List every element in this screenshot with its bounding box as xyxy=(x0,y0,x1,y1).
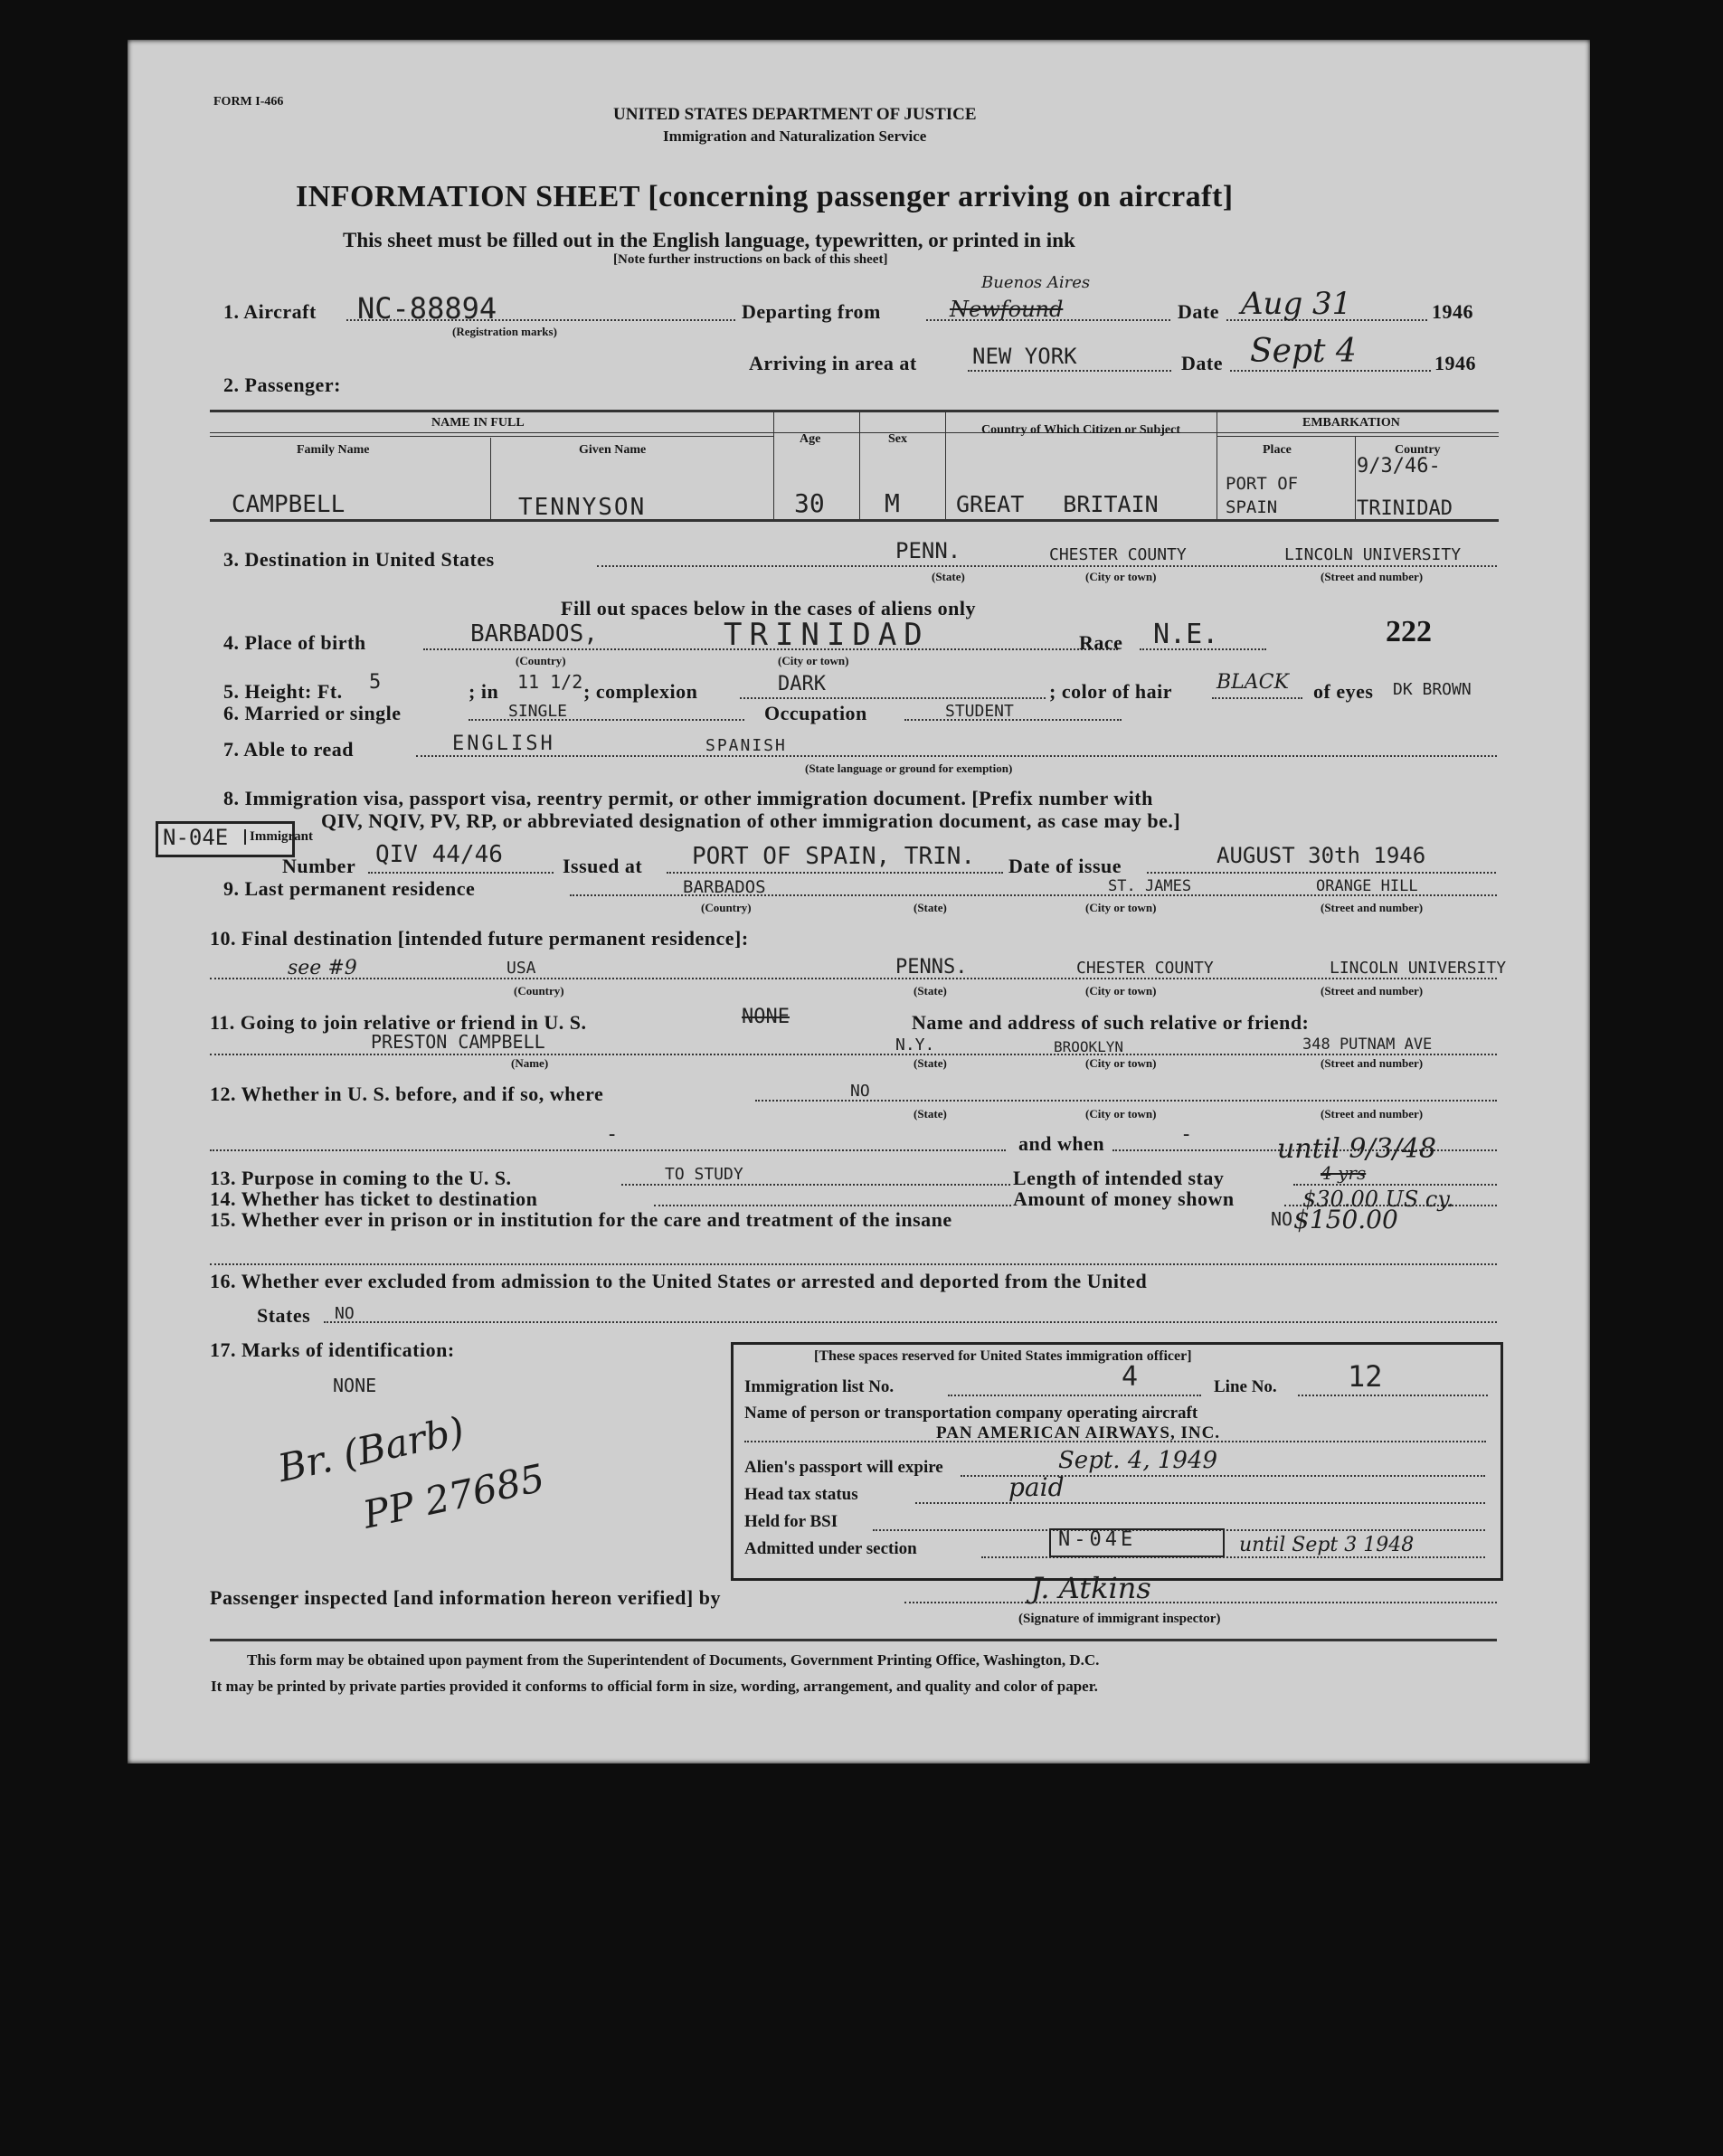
q10-cap-street: (Street and number) xyxy=(1321,984,1424,998)
q11-cap-state: (State) xyxy=(914,1056,947,1070)
q12-cap-street: (Street and number) xyxy=(1321,1107,1424,1121)
q4-cap-city: (City or town) xyxy=(778,654,849,667)
read-value-2: SPANISH xyxy=(705,736,787,755)
form-number: FORM I-466 xyxy=(213,95,284,109)
departing-struck: Newfound xyxy=(950,297,1064,322)
arriving-value: NEW YORK xyxy=(972,344,1077,369)
final-country: USA xyxy=(506,959,536,978)
q10-cap-city: (City or town) xyxy=(1085,984,1157,998)
th-citizen: Country of Which Citizen or Subject xyxy=(981,423,1180,437)
and-when-label: and when xyxy=(1018,1132,1105,1155)
th-age: Age xyxy=(800,432,821,446)
date-label-2: Date xyxy=(1181,352,1223,374)
page-title: INFORMATION SHEET [concerning passenger arriving on aircraft] xyxy=(296,180,1234,213)
q9-cap-country: (Country) xyxy=(701,901,752,914)
tax-value: paid xyxy=(1008,1472,1065,1502)
arriving-label: Arriving in area at xyxy=(749,352,917,374)
join-struck: NONE xyxy=(742,1006,790,1028)
th-family-name: Family Name xyxy=(297,443,370,457)
visa-number: QIV 44/46 xyxy=(375,841,503,868)
hair-value: BLACK xyxy=(1217,671,1289,694)
bsi-label: Held for BSI xyxy=(744,1512,838,1531)
complexion-label: ; complexion xyxy=(583,680,698,703)
in-label: ; in xyxy=(469,680,499,703)
reg-caption: (Registration marks) xyxy=(452,325,557,338)
number-label: Number xyxy=(282,855,356,877)
relative-label: Name and address of such relative or friend: xyxy=(912,1011,1310,1034)
inspector-signature: J. Atkins xyxy=(1031,1571,1151,1605)
final-street: LINCOLN UNIVERSITY xyxy=(1330,959,1507,978)
marks-note-1: Br. (Barb) xyxy=(274,1407,469,1491)
final-city: CHESTER COUNTY xyxy=(1076,959,1214,978)
dest-state: PENN. xyxy=(895,538,961,563)
arrive-date: Sept 4 xyxy=(1250,333,1357,370)
depart-year: 1946 xyxy=(1432,300,1473,323)
q3-cap-state: (State) xyxy=(932,570,965,583)
citizen-value: GREAT BRITAIN xyxy=(956,491,1159,517)
q10-cap-country: (Country) xyxy=(514,984,564,998)
relative-state: N.Y. xyxy=(895,1035,935,1054)
sex-value: M xyxy=(885,488,900,518)
q9-label: 9. Last permanent residence xyxy=(223,877,476,900)
issue-date-value: AUGUST 30th 1946 xyxy=(1217,843,1426,868)
passport-value: Sept. 4, 1949 xyxy=(1058,1447,1218,1474)
complexion-value: DARK xyxy=(778,673,826,695)
q12-cap-city: (City or town) xyxy=(1085,1107,1157,1121)
eyes-label: of eyes xyxy=(1313,680,1374,703)
note-text: [Note further instructions on back of this sheet] xyxy=(613,252,888,267)
operator-value: PAN AMERICAN AIRWAYS, INC. xyxy=(936,1423,1221,1442)
marks-value: NONE xyxy=(333,1375,377,1396)
final-state: PENNS. xyxy=(895,956,968,979)
height-in: 11 1/2 xyxy=(517,671,583,693)
relative-street: 348 PUTNAM AVE xyxy=(1302,1035,1433,1054)
q12-label: 12. Whether in U. S. before, and if so, where xyxy=(210,1083,604,1105)
q10-label: 10. Final destination [intended future permanent residence]: xyxy=(210,927,749,950)
footer-line2: It may be printed by private parties provided it conforms to official form in size, wording, arrangement, and quality and color of paper. xyxy=(211,1678,1098,1695)
officer-header: [These spaces reserved for United States immigration officer] xyxy=(814,1348,1192,1364)
q10-cap-state: (State) xyxy=(914,984,947,998)
birth-city: TRINIDAD xyxy=(724,617,930,653)
th-given-name: Given Name xyxy=(579,443,647,457)
purpose-value: TO STUDY xyxy=(665,1165,743,1184)
q11-cap-street: (Street and number) xyxy=(1321,1056,1424,1070)
section-label: Admitted under section xyxy=(744,1539,917,1558)
th-place: Place xyxy=(1263,443,1292,457)
dest-city: CHESTER COUNTY xyxy=(1049,545,1187,564)
embark-country-value: TRINIDAD xyxy=(1357,497,1453,520)
birth-country: BARBADOS, xyxy=(470,620,598,648)
prison-value: NO xyxy=(1271,1208,1293,1230)
q3-label: 3. Destination in United States xyxy=(223,548,495,571)
departing-label: Departing from xyxy=(742,300,881,323)
occupation-label: Occupation xyxy=(764,702,867,724)
q6-label: 6. Married or single xyxy=(223,702,402,724)
q12-cap-state: (State) xyxy=(914,1107,947,1121)
occupation-value: STUDENT xyxy=(945,702,1014,721)
q17-label: 17. Marks of identification: xyxy=(210,1338,455,1361)
list-value: 4 xyxy=(1122,1361,1139,1393)
q11-cap-city: (City or town) xyxy=(1085,1056,1157,1070)
q2-label: 2. Passenger: xyxy=(223,374,341,396)
q4-label: 4. Place of birth xyxy=(223,631,366,654)
relative-city: BROOKLYN xyxy=(1054,1038,1124,1055)
eyes-value: DK BROWN xyxy=(1393,680,1472,699)
stay-value: 4 yrs xyxy=(1321,1162,1367,1184)
q7-caption: (State language or ground for exemption) xyxy=(805,761,1013,775)
place-value: PORT OF SPAIN xyxy=(1226,474,1299,517)
residence-street: ORANGE HILL xyxy=(1316,877,1418,895)
q3-cap-street: (Street and number) xyxy=(1321,570,1424,583)
tax-label: Head tax status xyxy=(744,1485,858,1504)
issued-label: Issued at xyxy=(563,855,643,877)
inspected-label: Passenger inspected [and information hereon verified] by xyxy=(210,1586,721,1609)
age-value: 30 xyxy=(794,488,825,518)
footer-line1: This form may be obtained upon payment from the Superintendent of Documents, Government Printing Office, Washington, D.C. xyxy=(247,1651,1100,1669)
q8-line1: 8. Immigration visa, passport visa, reentry permit, or other immigration document. [Prefix number with xyxy=(223,787,1153,809)
q16-line2: States xyxy=(257,1304,311,1327)
stay-label: Length of intended stay xyxy=(1013,1167,1225,1189)
q14-label: 14. Whether has ticket to destination xyxy=(210,1187,538,1210)
q16-line1: 16. Whether ever excluded from admission to the United States or arrested and deported from the United xyxy=(210,1270,1148,1292)
departing-value: Buenos Aires xyxy=(981,273,1091,292)
depart-date: Aug 31 xyxy=(1241,286,1352,322)
stamp-code: N-04E xyxy=(163,825,229,850)
operator-label: Name of person or transportation company operating aircraft xyxy=(744,1404,1198,1423)
arrive-year: 1946 xyxy=(1434,352,1476,374)
th-country: Country xyxy=(1395,443,1441,457)
until-value: until 9/3/48 xyxy=(1277,1133,1436,1165)
issue-date-label: Date of issue xyxy=(1008,855,1122,877)
height-ft: 5 xyxy=(369,671,382,694)
q4-cap-country: (Country) xyxy=(516,654,566,667)
when-value: - xyxy=(1180,1123,1193,1146)
q5-label: 5. Height: Ft. xyxy=(223,680,343,703)
excluded-value: NO xyxy=(335,1304,355,1323)
aircraft-value: NC-88894 xyxy=(357,291,497,326)
marital-value: SINGLE xyxy=(508,702,568,721)
residence-country: BARBADOS xyxy=(683,877,766,897)
embark-date-value: 9/3/46- xyxy=(1357,455,1441,478)
money-value: $30.00 US cy. xyxy=(1302,1187,1454,1212)
line-label: Line No. xyxy=(1214,1377,1277,1396)
q9-cap-city: (City or town) xyxy=(1085,901,1157,914)
section-value: N-04E xyxy=(1058,1528,1137,1551)
section-until: until Sept 3 1948 xyxy=(1239,1534,1415,1556)
family-name-value: CAMPBELL xyxy=(232,491,346,518)
before-value: NO xyxy=(850,1082,870,1101)
relative-name: PRESTON CAMPBELL xyxy=(371,1031,545,1053)
money-value-2: $150.00 xyxy=(1293,1205,1398,1234)
race-code: 222 xyxy=(1386,615,1432,648)
th-embarkation: EMBARKATION xyxy=(1302,416,1400,430)
q9-cap-street: (Street and number) xyxy=(1321,901,1424,914)
residence-city: ST. JAMES xyxy=(1108,877,1192,895)
stamp-immigrant: Immigrant xyxy=(244,829,313,845)
money-label: Amount of money shown xyxy=(1013,1187,1235,1210)
th-sex: Sex xyxy=(888,432,907,446)
q3-cap-city: (City or town) xyxy=(1085,570,1157,583)
race-value: N.E. xyxy=(1153,619,1219,650)
q1-label: 1. Aircraft xyxy=(223,300,317,323)
dest-street: LINCOLN UNIVERSITY xyxy=(1284,545,1462,564)
aliens-header: Fill out spaces below in the cases of aliens only xyxy=(561,597,977,619)
passport-label: Alien's passport will expire xyxy=(744,1458,943,1477)
q9-cap-state: (State) xyxy=(914,901,947,914)
hair-label: ; color of hair xyxy=(1049,680,1173,703)
agency-line2: Immigration and Naturalization Service xyxy=(663,128,927,145)
instruction-text: This sheet must be filled out in the English language, typewritten, or printed in ink xyxy=(343,229,1075,251)
q8-line2: QIV, NQIV, PV, RP, or abbreviated designation of other immigration document, as case may be.] xyxy=(321,809,1181,832)
read-value: ENGLISH xyxy=(452,733,555,755)
marks-note-2: PP 27685 xyxy=(359,1455,549,1537)
given-name-value: TENNYSON xyxy=(518,494,647,521)
issued-value: PORT OF SPAIN, TRIN. xyxy=(692,843,976,870)
before-dash: - xyxy=(606,1123,619,1146)
q11-label: 11. Going to join relative or friend in U. S. xyxy=(210,1011,587,1034)
q11-cap-name: (Name) xyxy=(511,1056,549,1070)
race-label: Race xyxy=(1079,631,1123,654)
q7-label: 7. Able to read xyxy=(223,738,354,761)
agency-line1: UNITED STATES DEPARTMENT OF JUSTICE xyxy=(613,105,977,124)
q15-label: 15. Whether ever in prison or in institution for the care and treatment of the insane xyxy=(210,1208,952,1231)
final-note: see #9 xyxy=(288,957,357,979)
th-name-in-full: NAME IN FULL xyxy=(431,416,525,430)
date-label-1: Date xyxy=(1178,300,1219,323)
q13-label: 13. Purpose in coming to the U. S. xyxy=(210,1167,512,1189)
signature-caption: (Signature of immigrant inspector) xyxy=(1018,1612,1221,1626)
list-label: Immigration list No. xyxy=(744,1377,895,1396)
line-value: 12 xyxy=(1348,1359,1383,1394)
